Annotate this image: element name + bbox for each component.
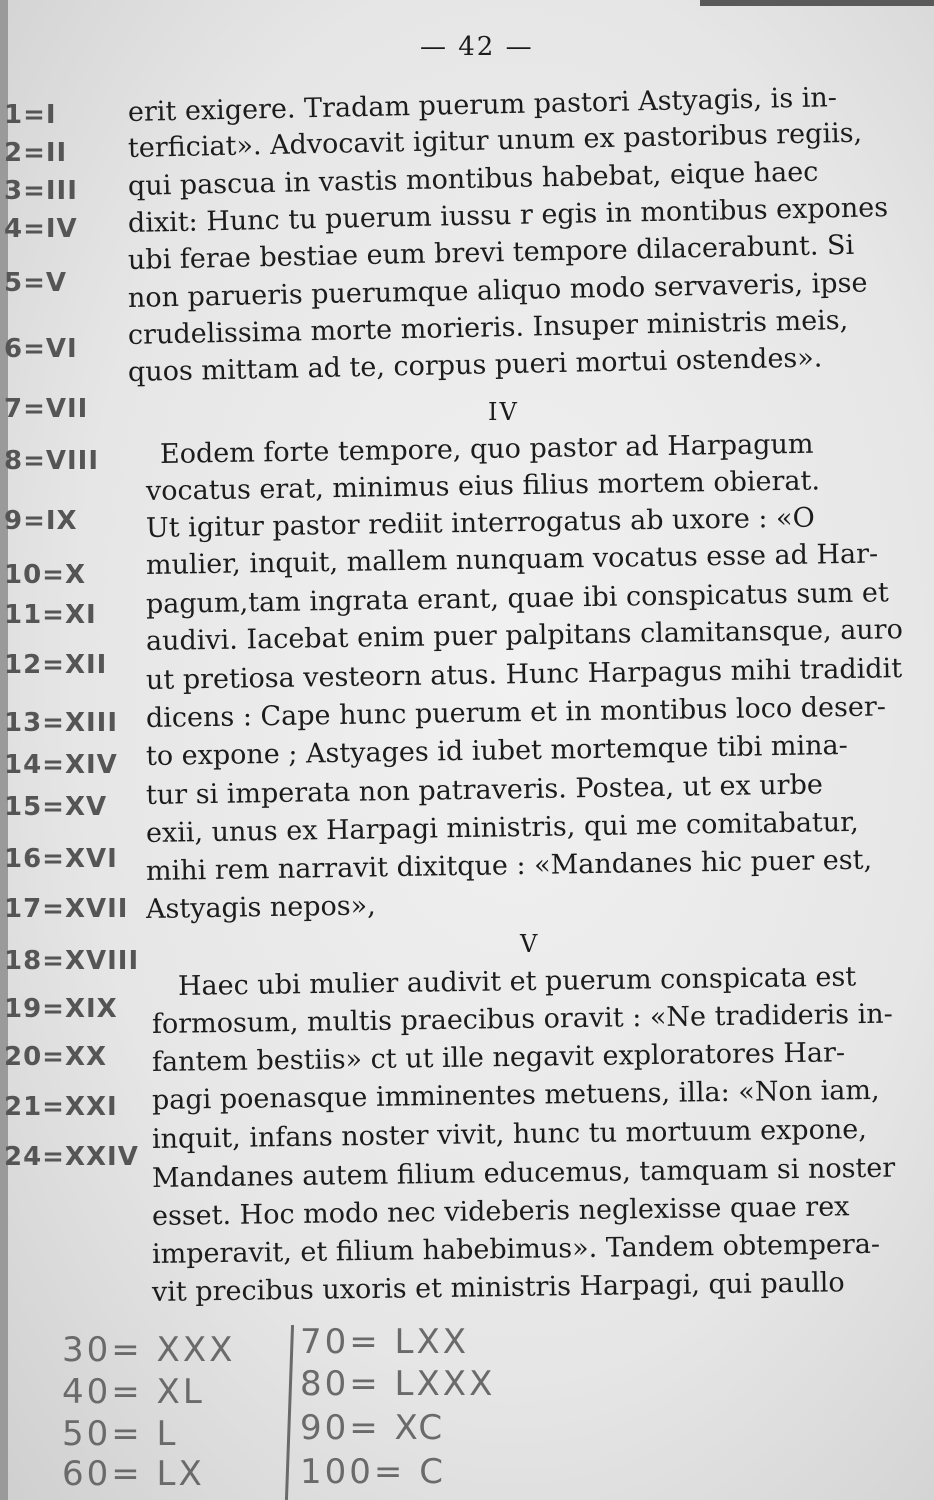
- margin-note: 12=XII: [4, 650, 108, 680]
- text-line: vit precibus uxoris et ministris Harpagi, qui paullo: [151, 1267, 845, 1308]
- text-line: Astyagis nepos»,: [145, 890, 376, 925]
- text-line: quos mittam ad te, corpus pueri mortui ostendes».: [127, 342, 823, 388]
- section-heading-v: V: [520, 930, 540, 958]
- margin-note: 6=VI: [4, 334, 78, 364]
- text-line: pagum,tam ingrata erant, quae ibi conspicatus sum et: [145, 577, 889, 620]
- margin-note: 24=XXIV: [4, 1142, 139, 1172]
- margin-note: 7=VII: [4, 394, 89, 424]
- numeral-note: 40= XL: [62, 1372, 205, 1412]
- margin-note: 11=XI: [4, 600, 97, 630]
- margin-note: 15=XV: [4, 792, 108, 822]
- text-line: ubi ferae bestiae eum brevi tempore dilacerabunt. Si: [127, 229, 855, 276]
- margin-note: 10=X: [4, 560, 87, 590]
- text-line: inquit, infans noster vivit, hunc tu mortuum expone,: [151, 1114, 868, 1155]
- margin-note: 2=II: [4, 138, 68, 168]
- text-line: vocatus erat, minimus eius filius mortem obierat.: [145, 465, 821, 507]
- text-line: esset. Hoc modo nec videberis neglexisse quae rex: [151, 1191, 850, 1232]
- text-line: Eodem forte tempore, quo pastor ad Harpagum: [159, 428, 814, 470]
- text-line: imperavit, et filium habebimus». Tandem obtempera-: [151, 1228, 881, 1270]
- text-line: non parueris puerumque aliquo modo servaveris, ipse: [127, 267, 868, 314]
- margin-note: 19=XIX: [4, 994, 118, 1024]
- text-line: to expone ; Astyages id iubet mortemque tibi mina-: [145, 729, 848, 772]
- margin-note: 8=VIII: [4, 446, 100, 476]
- numeral-note: 60= LX: [62, 1454, 205, 1494]
- margin-note: 14=XIV: [4, 750, 118, 780]
- text-line: mihi rem narravit dixitque : «Mandanes hic puer est,: [145, 844, 873, 887]
- text-line: dixit: Hunc tu puerum iussu r egis in montibus expones: [127, 192, 889, 239]
- text-line: erit exigere. Tradam puerum pastori Astyagis, is in-: [127, 82, 838, 128]
- margin-note: 1=I: [4, 100, 57, 130]
- margin-note: 5=V: [4, 268, 67, 298]
- margin-note: 3=III: [4, 176, 78, 206]
- text-line: Mandanes autem filium educemus, tamquam si noster: [151, 1152, 896, 1194]
- text-line: dicens : Cape hunc puerum et in montibus loco deser-: [145, 691, 887, 734]
- margin-note: 4=IV: [4, 214, 78, 244]
- text-line: Ut igitur pastor rediit interrogatus ab uxore : «O: [145, 502, 815, 544]
- text-line: Haec ubi mulier audivit et puerum conspicata est: [177, 961, 857, 1002]
- margin-note: 18=XVIII: [4, 946, 140, 976]
- numeral-note: 30= XXX: [62, 1330, 236, 1370]
- margin-note: 9=IX: [4, 506, 78, 536]
- text-line: formosum, multis praecibus oravit : «Ne tradideris in-: [151, 998, 893, 1040]
- numeral-note: 100= C: [300, 1452, 446, 1492]
- section-heading-iv: IV: [488, 398, 519, 426]
- text-line: mulier, inquit, mallem nunquam vocatus esse ad Har-: [145, 538, 879, 581]
- margin-note: 17=XVII: [4, 894, 129, 924]
- margin-note: 13=XIII: [4, 708, 119, 738]
- text-line: audivi. Iacebat enim puer palpitans clamitansque, auro: [145, 614, 904, 657]
- numeral-note: 80= LXXX: [300, 1364, 496, 1404]
- text-line: terficiat». Advocavit igitur unum ex pastoribus regiis,: [127, 117, 863, 164]
- margin-note: 16=XVI: [4, 844, 118, 874]
- margin-note: 20=XX: [4, 1042, 108, 1072]
- page-number: — 42 —: [420, 32, 534, 62]
- text-line: exii, unus ex Harpagi ministris, qui me comitabatur,: [145, 806, 859, 849]
- numeral-note: 50= L: [62, 1414, 179, 1454]
- numeral-note: 70= LXX: [300, 1322, 470, 1362]
- text-line: pagi poenasque imminentes metuens, illa: «Non iam,: [151, 1074, 880, 1116]
- text-line: qui pascua in vastis montibus habebat, eique haec: [127, 156, 819, 202]
- text-line: ut pretiosa vesteorn atus. Hunc Harpagus mihi tradidit: [145, 653, 903, 696]
- numeral-note: 90= XC: [300, 1408, 446, 1448]
- margin-note: 21=XXI: [4, 1092, 118, 1122]
- text-line: crudelissima morte morieris. Insuper ministris meis,: [127, 304, 849, 351]
- text-line: tur si imperata non patraveris. Postea, ut ex urbe: [145, 769, 824, 811]
- text-line: fantem bestiis» ct ut ille negavit exploratores Har-: [151, 1037, 846, 1078]
- handwritten-margin-notes: [0, 0, 160, 1500]
